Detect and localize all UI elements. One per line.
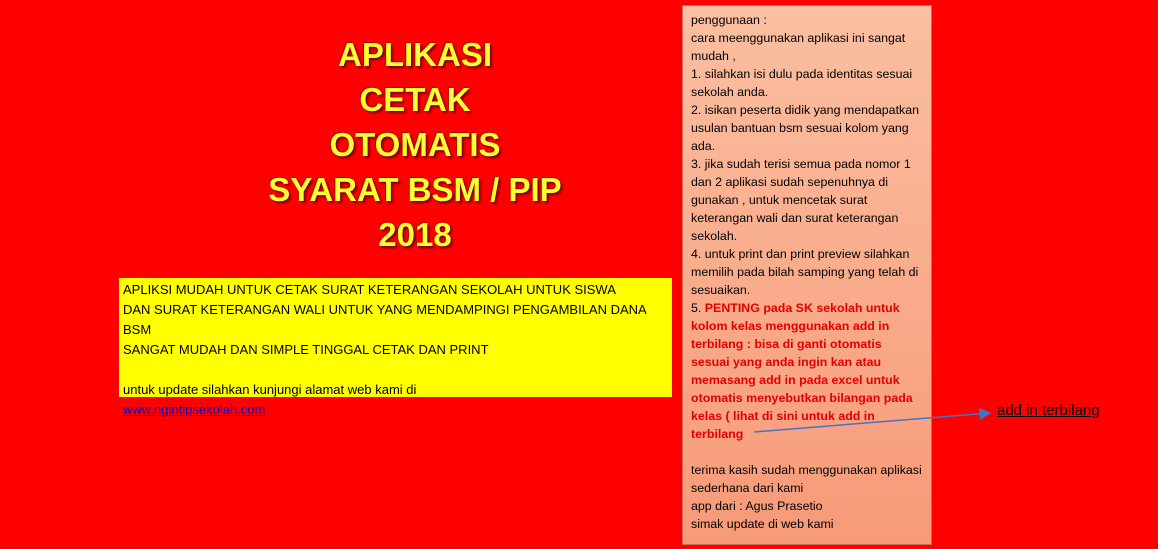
title-line-3: OTOMATIS [329,126,501,163]
title-line-2: CETAK [359,81,471,118]
title-line-1: APLIKASI [337,36,492,73]
usage-heading: penggunaan : [691,13,767,27]
update-text: untuk update silahkan kunjungi alamat web kami di [123,382,417,397]
description-line-3: SANGAT MUDAH DAN SIMPLE TINGGAL CETAK DAN PRINT [123,342,489,357]
step-5-important-text: PENTING pada SK sekolah untuk kolom kelas menggunakan add in terbilang : bisa di ganti otomatis sesuai yang anda ingin kan atau memasang add in pada excel untuk otomatis menyebutkan bilangan pada kelas ( lihat di sini untuk add in terbilang [691,301,913,441]
add-in-terbilang-link[interactable]: add in terbilang [997,402,1100,419]
step-5-number: 5. [691,301,702,315]
usage-step-1: 1. silahkan isi dulu pada identitas sesuai sekolah anda. [691,67,913,99]
follow-text: simak update di web kami [691,517,834,531]
usage-intro: cara meenggunakan aplikasi ini sangat mudah , [691,31,906,63]
author-text: app dari : Agus Prasetio [691,499,823,513]
usage-step-4: 4. untuk print dan print preview silahkan memilih pada bilah samping yang telah di sesuaikan. [691,247,919,297]
thanks-text: terima kasih sudah menggunakan aplikasi sederhana dari kami [691,463,922,495]
description-line-1: APLIKSI MUDAH UNTUK CETAK SURAT KETERANGAN SEKOLAH UNTUK SISWA [123,282,616,297]
usage-step-3: 3. jika sudah terisi semua pada nomor 1 dan 2 aplikasi sudah sepenuhnya di gunakan , untuk mencetak surat keterangan wali dan surat keterangan sekolah. [691,157,911,243]
website-link[interactable]: www.ngintipsekolah.com [123,402,266,417]
title-line-5: 2018 [378,216,452,253]
description-line-2: DAN SURAT KETERANGAN WALI UNTUK YANG MENDAMPINGI PENGAMBILAN DANA BSM [123,302,646,337]
usage-step-2: 2. isikan peserta didik yang mendapatkan usulan bantuan bsm sesuai kolom yang ada. [691,103,919,153]
title-line-4: SYARAT BSM / PIP [268,171,562,208]
